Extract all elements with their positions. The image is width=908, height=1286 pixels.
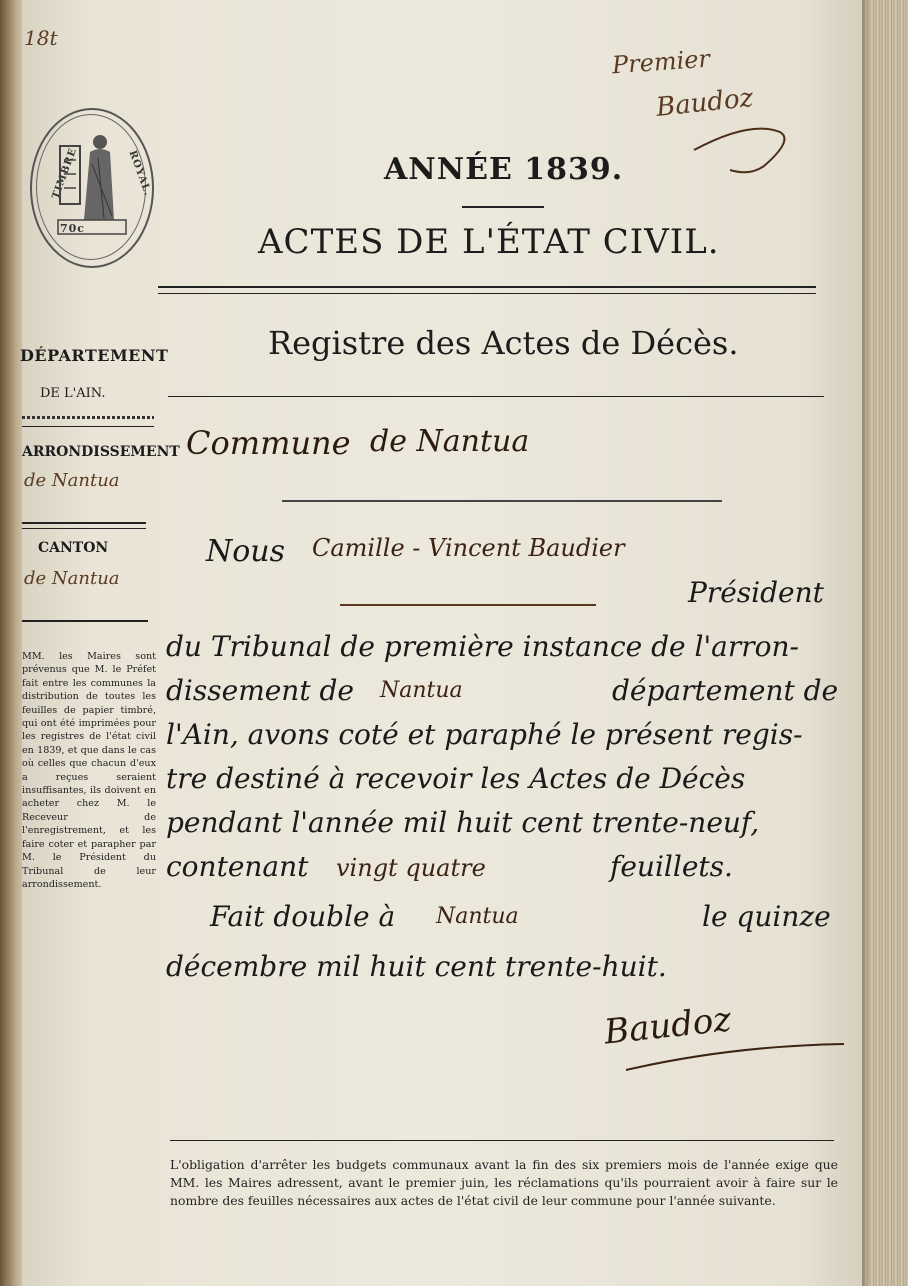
register-title: Registre des Actes de Décès. [268, 324, 739, 362]
body-line-7b: le quinze [702, 900, 831, 933]
commune-divider [282, 500, 722, 502]
register-rule [168, 396, 824, 397]
year-heading: ANNÉE 1839. [384, 152, 624, 187]
commune-name: de Nantua [370, 424, 530, 459]
body-line-7a: Fait double à [210, 900, 396, 933]
title-rule-top [158, 286, 816, 288]
signature-flourish [620, 1030, 850, 1080]
name-underline [340, 604, 596, 606]
footnote: L'obligation d'arrêter les budgets communaux avant la fin des six premiers mois de l'année exige que MM. les Maires adressent, avant le premier juin, les réclamations qu'ils pourraient avoir à faire sur le nombre des feuilles nécessaires aux actes de l'état civil de leur commune pour l'année suivante. [170, 1157, 838, 1208]
body-line-8: décembre mil huit cent trente-huit. [166, 950, 667, 983]
stamp-text-right: ROYAL. [126, 149, 154, 198]
body-line-4: tre destiné à recevoir les Actes de Décès [166, 762, 746, 795]
departement-name: DE L'AIN. [40, 386, 106, 401]
signature: Baudoz [602, 999, 734, 1053]
body-president: Président [688, 576, 824, 609]
president-name: Camille - Vincent Baudier [312, 534, 625, 562]
commune-label: Commune [186, 424, 351, 462]
title-rule-bottom [158, 293, 816, 294]
stamp-text-left: TIMBRE [50, 146, 80, 201]
annotation-name-top: Baudoz [654, 82, 755, 124]
page-title: ACTES DE L'ÉTAT CIVIL. [258, 222, 720, 262]
canton-name: de Nantua [24, 568, 120, 589]
body-nous: Nous [206, 534, 286, 569]
body-line-6a: contenant [166, 850, 309, 883]
sidebar-note: MM. les Maires sont prévenus que M. le Préfet fait entre les communes la distribution de toutes les feuilles de papier timbré, qui ont été imprimées pour les registres de l'état civil en 1839, et que dans le cas où celles que chacun d'eux a reçues seraient insuffisantes, ils doivent en acheter chez M. le Receveur de l'enregistrement, et les faire coter et parapher par M. le Président du Tribunal de leur arrondissement. [22, 651, 156, 890]
arrondissement-label: ARRONDISSEMENT [22, 444, 180, 460]
body-line-2b: département de [612, 674, 839, 707]
stamp-price: 70c [60, 222, 86, 235]
sidebar-rule-4 [22, 528, 146, 529]
sidebar-rule-2 [22, 426, 154, 427]
annotation-premier: Premier [611, 44, 711, 80]
canton-label: CANTON [38, 540, 109, 556]
sidebar-rule-1 [22, 416, 154, 419]
body-line-5: pendant l'année mil huit cent trente-neuf, [166, 806, 760, 839]
body-line-1: du Tribunal de première instance de l'arron- [166, 630, 799, 663]
feuillets-handwritten: vingt quatre [336, 854, 486, 882]
arrondissement-name: de Nantua [24, 470, 120, 491]
body-line-2a: dissement de [166, 674, 354, 707]
place-handwritten: Nantua [436, 904, 519, 929]
footnote-rule [170, 1140, 834, 1141]
ornament-line [462, 206, 544, 208]
corner-mark: 18t [24, 26, 58, 50]
flourish-top-right [690, 110, 800, 180]
sidebar-rule-3 [22, 522, 146, 524]
body-line-6b: feuillets. [610, 850, 733, 883]
departement-label: DÉPARTEMENT [20, 346, 169, 365]
arrondissement-handwritten: Nantua [380, 678, 463, 703]
royal-stamp [30, 108, 154, 268]
sidebar-rule-5 [22, 620, 148, 622]
body-line-3: l'Ain, avons coté et paraphé le présent regis- [166, 718, 803, 751]
